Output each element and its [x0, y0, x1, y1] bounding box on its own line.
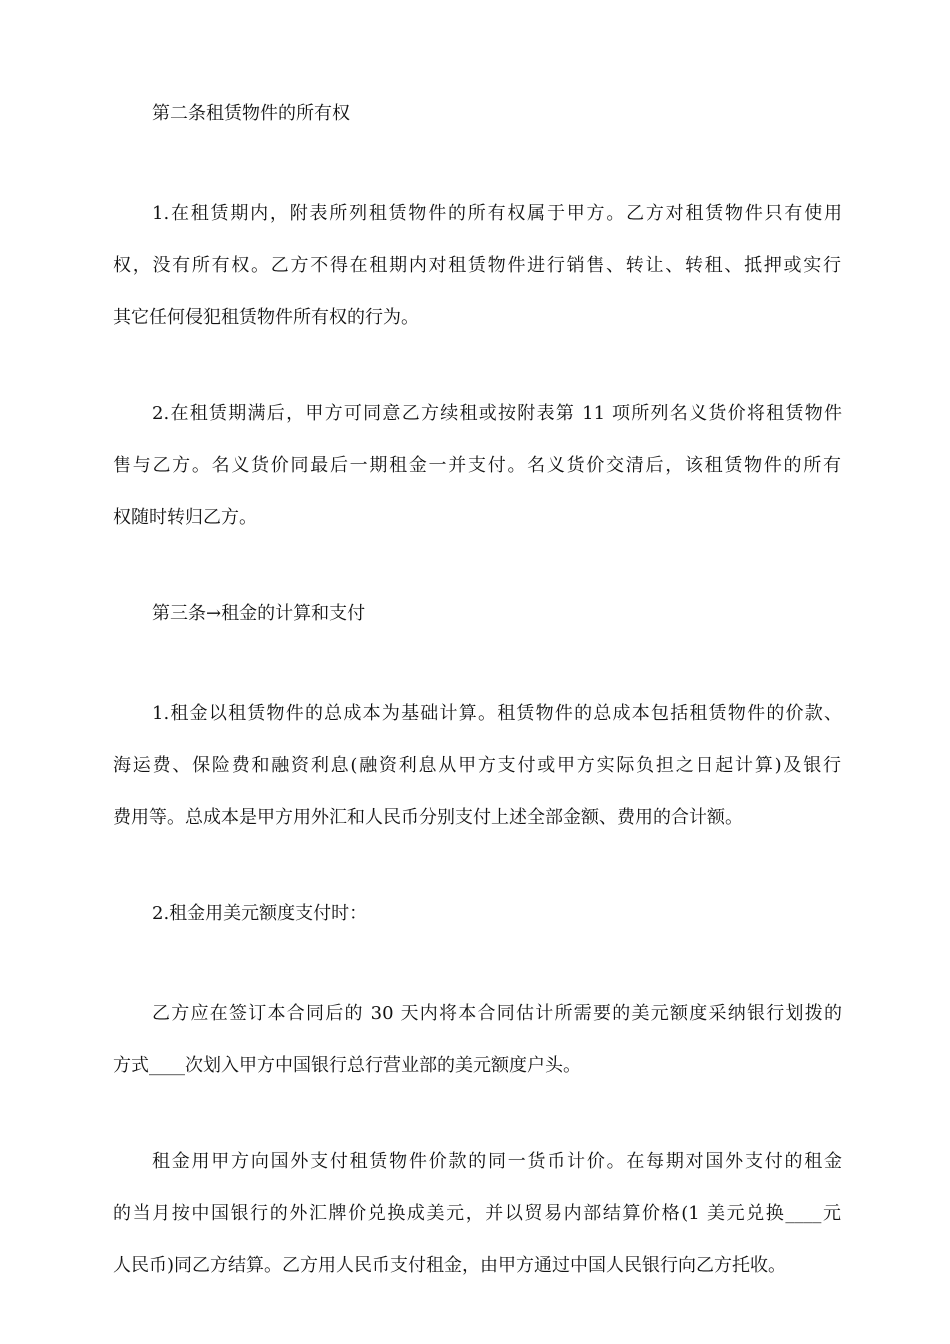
- article-2-para-1-line-3: 其它任何侵犯租赁物件所有权的行为。: [113, 307, 419, 328]
- article-3-heading: 第三条→租金的计算和支付: [152, 603, 366, 624]
- article-2-heading: 第二条租赁物件的所有权: [152, 103, 350, 124]
- article-3-para-3-line-1: 乙方应在签订本合同后的 30 天内将本合同估计所需要的美元额度采纳银行划拨的: [152, 1003, 842, 1024]
- article-3-para-4-line-3: 人民币)同乙方结算。乙方用人民币支付租金，由甲方通过中国人民银行向乙方托收。: [113, 1255, 787, 1276]
- article-3-para-1-line-3: 费用等。总成本是甲方用外汇和人民币分别支付上述全部金额、费用的合计额。: [113, 807, 743, 828]
- article-2-para-2-line-2: 售与乙方。名义货价同最后一期租金一并支付。名义货价交清后，该租赁物件的所有: [113, 455, 841, 476]
- article-3-para-1-line-1: 1.租金以租赁物件的总成本为基础计算。租赁物件的总成本包括租赁物件的价款、: [152, 703, 842, 724]
- article-3-para-3-line-2: 方式____次划入甲方中国银行总行营业部的美元额度户头。: [113, 1055, 581, 1076]
- article-3-para-1-line-2: 海运费、保险费和融资利息(融资利息从甲方支付或甲方实际负担之日起计算)及银行: [113, 755, 841, 776]
- article-2-para-1-line-1: 1.在租赁期内，附表所列租赁物件的所有权属于甲方。乙方对租赁物件只有使用: [152, 203, 842, 224]
- article-3-para-2: 2.租金用美元额度支付时：: [152, 903, 368, 924]
- article-2-para-2-line-3: 权随时转归乙方。: [113, 507, 257, 528]
- article-3-para-4-line-2: 的当月按中国银行的外汇牌价兑换成美元，并以贸易内部结算价格(1 美元兑换____元: [113, 1203, 841, 1224]
- article-2-para-2-line-1: 2.在租赁期满后，甲方可同意乙方续租或按附表第 11 项所列名义货价将租赁物件: [152, 403, 842, 424]
- article-3-para-4-line-1: 租金用甲方向国外支付租赁物件价款的同一货币计价。在每期对国外支付的租金: [152, 1151, 842, 1172]
- article-2-para-1-line-2: 权，没有所有权。乙方不得在租期内对租赁物件进行销售、转让、转租、抵押或实行: [113, 255, 841, 276]
